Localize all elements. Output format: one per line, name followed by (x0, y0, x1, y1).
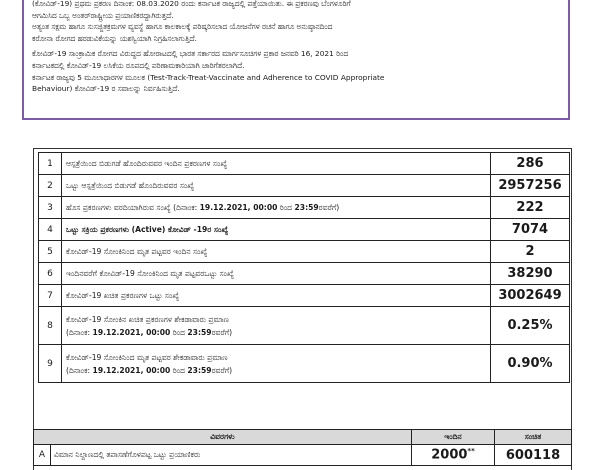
row-date-end: ರವರೆಗೆ) (318, 203, 340, 212)
row-value: 7074 (491, 219, 570, 241)
today-number: 2000 (431, 447, 468, 463)
row-value: 38290 (491, 263, 570, 285)
row-number: 6 (39, 263, 62, 285)
row-label: ಕೋವಿಡ್-19 ಸೋಂಕಿನಿಂದ ಮೃತ ಪಟ್ಟವರ ಇಂದಿನ ಸಂಖ್ಯೆ (62, 241, 491, 263)
row-value: 0.90% (491, 345, 570, 383)
row-label-date (66, 364, 486, 377)
intro-line-8-english: Behaviour) (32, 84, 73, 94)
row-number: 5 (39, 241, 62, 263)
today-footnote-mark: ** (467, 447, 475, 456)
row-value: 0.25% (491, 307, 570, 345)
row-label: ಇಂದಿನವರೆಗೆ ಕೋವಿಡ್-19 ಸೋಂಕಿನಿಂದ ಮೃತ ಪಟ್ಟವರಒಟ್ಟು ಸಂಖ್ಯೆ (62, 263, 491, 285)
row-value: 222 (491, 197, 570, 219)
intro-line-8 (32, 83, 560, 95)
row-number: 8 (39, 307, 62, 345)
row-label: ವಿಮಾನ ನಿಲ್ದಾಣದಲ್ಲಿ ತಪಾಸಣೆಗೊಳಪಟ್ಟ ಒಟ್ಟು ಪ್ರಯಾಣಿಕರು (51, 445, 412, 466)
row-label-date (66, 326, 486, 339)
table-row (39, 345, 570, 383)
stats-table (38, 152, 570, 383)
row-label (62, 197, 491, 219)
table-row (34, 445, 572, 466)
row-date: 19.12.2021, 00:00 (92, 327, 171, 337)
intro-line-1: (ಕೋವಿಡ್-19) ಪ್ರಥಮ ಪ್ರಕರಣ ದಿನಾಂಕ: 08.03.2020 ರಂದು ಕರ್ನಾಟಕ ರಾಜ್ಯದಲ್ಲಿ ಪತ್ತೆಯಾಯಿತು. ಈ ಪ್ರಕರಣವು ಬೆಂಗಳೂರಿಗೆ (32, 0, 351, 8)
table-row (39, 307, 570, 345)
row-date-prefix: (ದಿನಾಂಕ: (66, 365, 93, 375)
row-date: 19.12.2021, 00:00 (92, 365, 171, 375)
row-time: 23:59 (294, 203, 319, 212)
row-number: 2 (39, 175, 62, 197)
intro-box (22, 0, 570, 120)
table-row (39, 285, 570, 307)
row-label (62, 307, 491, 345)
row-date-end: ರವರೆಗೆ) (211, 365, 233, 375)
row-value: 2 (491, 241, 570, 263)
table-row (39, 175, 570, 197)
row-value: 3002649 (491, 285, 570, 307)
row-date-joiner: ರಿಂದ (170, 327, 188, 337)
table-header-row (34, 430, 572, 445)
intro-line-3: ಅತ್ಯಂತ ಸಕ್ಷಮ ಹಾಗೂ ಸುಸಜ್ಜಿತಕ್ರಮಗಳ ವ್ಯವಸ್ಥೆ ಹಾಗೂ ಕಾಲಕಾಲಕ್ಕೆ ಪರಿಷ್ಕರಿಸಲಾದ ಯೋಜನೆಗಳ ರಚನೆ ಹಾಗೂ ಅನುಷ್ಠಾನದಿಂದ (32, 22, 333, 32)
row-number: 3 (39, 197, 62, 219)
intro-line-2: ಆಗಮಿಸಿದ ಒಬ್ಬ ಅಂತರ್‌ರಾಷ್ಟ್ರೀಯ ಪ್ರಯಾಣಿಕರದ್ದಾಗಿರುತ್ತದೆ. (32, 10, 174, 20)
intro-line-7-english: (Test-Track-Treat-Vaccinate and Adherence to COVID Appropriate (147, 72, 385, 82)
row-cumulative-value: 600118 (495, 445, 572, 466)
intro-line-4: ಕರೋನಾ ರೋಗದ ಹರಡುವಿಕೆಯನ್ನು ಯಶಸ್ವಿಯಾಗಿ ನಿಗ್ರಹಿಸಲಾಗುತ್ತಿದೆ. (32, 33, 197, 43)
header-today: ಇಂದಿನ (412, 430, 495, 445)
row-value: 286 (491, 153, 570, 175)
row-time: 23:59 (187, 365, 212, 375)
intro-line-5: ಕೋವಿಡ್-19 ಸಾಂಕ್ರಾಮಿಕ ರೋಗದ ವಿರುದ್ಧದ ಹೋರಾಟದಲ್ಲಿ ಭಾರತ ಸರ್ಕಾರದ ಮಾರ್ಗಸೂಚಿಗಳ ಪ್ರಕಾರ ಜನವರಿ 16, 2021 ರಿಂದ (32, 49, 349, 59)
row-label-text: ಕೋವಿಡ್-19 ಸೋಂಕಿನ ಖಚಿತ ಪ್ರಕರಣಗಳ ಶೇಕಡಾವಾರು ಪ್ರಮಾಣ (66, 314, 229, 324)
table-row (39, 197, 570, 219)
row-today-value (412, 445, 495, 466)
row-label (62, 345, 491, 383)
travel-screening-table (33, 429, 572, 466)
intro-line-8-kannada: ಕೋವಿಡ್-19 ರ ಸವಾಲನ್ನು ನಿರ್ವಹಿಸುತ್ತಿದೆ. (72, 84, 180, 94)
row-letter: A (34, 445, 51, 466)
row-label: ಒಟ್ಟು ಆಸ್ಪತ್ರೆಯಿಂದ ಬಿಡುಗಡೆ ಹೊಂದಿರುವವರ ಸಂಖ್ಯೆ (62, 175, 491, 197)
row-label: ಒಟ್ಟು ಸಕ್ರಿಯ ಪ್ರಕರಣಗಳು (Active) ಕೋವಿಡ್ -19ರ ಸಂಖ್ಯೆ (62, 219, 491, 241)
table-row (39, 263, 570, 285)
row-number: 7 (39, 285, 62, 307)
row-date-joiner: ರಿಂದ (277, 203, 295, 212)
intro-line-7-kannada: ಕರ್ನಾಟಕ ರಾಜ್ಯವು 5 ಮೂಲಾಧಾರಗಳ ಮೂಲಕ (32, 72, 148, 82)
intro-line-7 (32, 72, 560, 84)
row-date-prefix: (ದಿನಾಂಕ: (66, 327, 93, 337)
row-label: ಆಸ್ಪತ್ರೆಯಿಂದ ಬಿಡುಗಡೆ ಹೊಂದಿರುವವರ ಇಂದಿನ ಪ್ರಕರಣಗಳ ಸಂಖ್ಯೆ (62, 153, 491, 175)
row-number: 1 (39, 153, 62, 175)
row-label-text: ಕೋವಿಡ್-19 ಸೋಂಕಿನಿಂದ ಮೃತ ಪಟ್ಟವರ ಶೇಕಡಾವಾರು ಪ್ರಮಾಣ (66, 352, 228, 362)
row-label-text: ಹೊಸ ಪ್ರಕರಣಗಳು ವರದಿಯಾಗಿರುವ ಸಂಖ್ಯೆ (ದಿನಾಂಕ: (66, 203, 200, 212)
table-row (39, 153, 570, 175)
table-row (39, 241, 570, 263)
row-number: 4 (39, 219, 62, 241)
row-label: ಕೋವಿಡ್-19 ಖಚಿತ ಪ್ರಕರಣಗಳ ಒಟ್ಟು ಸಂಖ್ಯೆ (62, 285, 491, 307)
intro-line-6: ಕರ್ನಾಟಕದಲ್ಲಿ ಕೋವಿಡ್-19 ಲಸಿಕೆಯ ರೂಪದಲ್ಲಿ ಪರಿಣಾಮಕಾರಿಯಾಗಿ ಜಾರಿಗೆತರಲಾಗಿದೆ. (32, 60, 245, 70)
row-date-joiner: ರಿಂದ (170, 365, 188, 375)
header-details: ವಿವರಗಳು (34, 430, 412, 445)
row-time: 23:59 (187, 327, 212, 337)
row-number: 9 (39, 345, 62, 383)
table-row (39, 219, 570, 241)
header-cumulative: ಸಂಚಿತ (495, 430, 572, 445)
row-date: 19.12.2021, 00:00 (199, 203, 278, 212)
row-value: 2957256 (491, 175, 570, 197)
row-date-end: ರವರೆಗೆ) (211, 327, 233, 337)
